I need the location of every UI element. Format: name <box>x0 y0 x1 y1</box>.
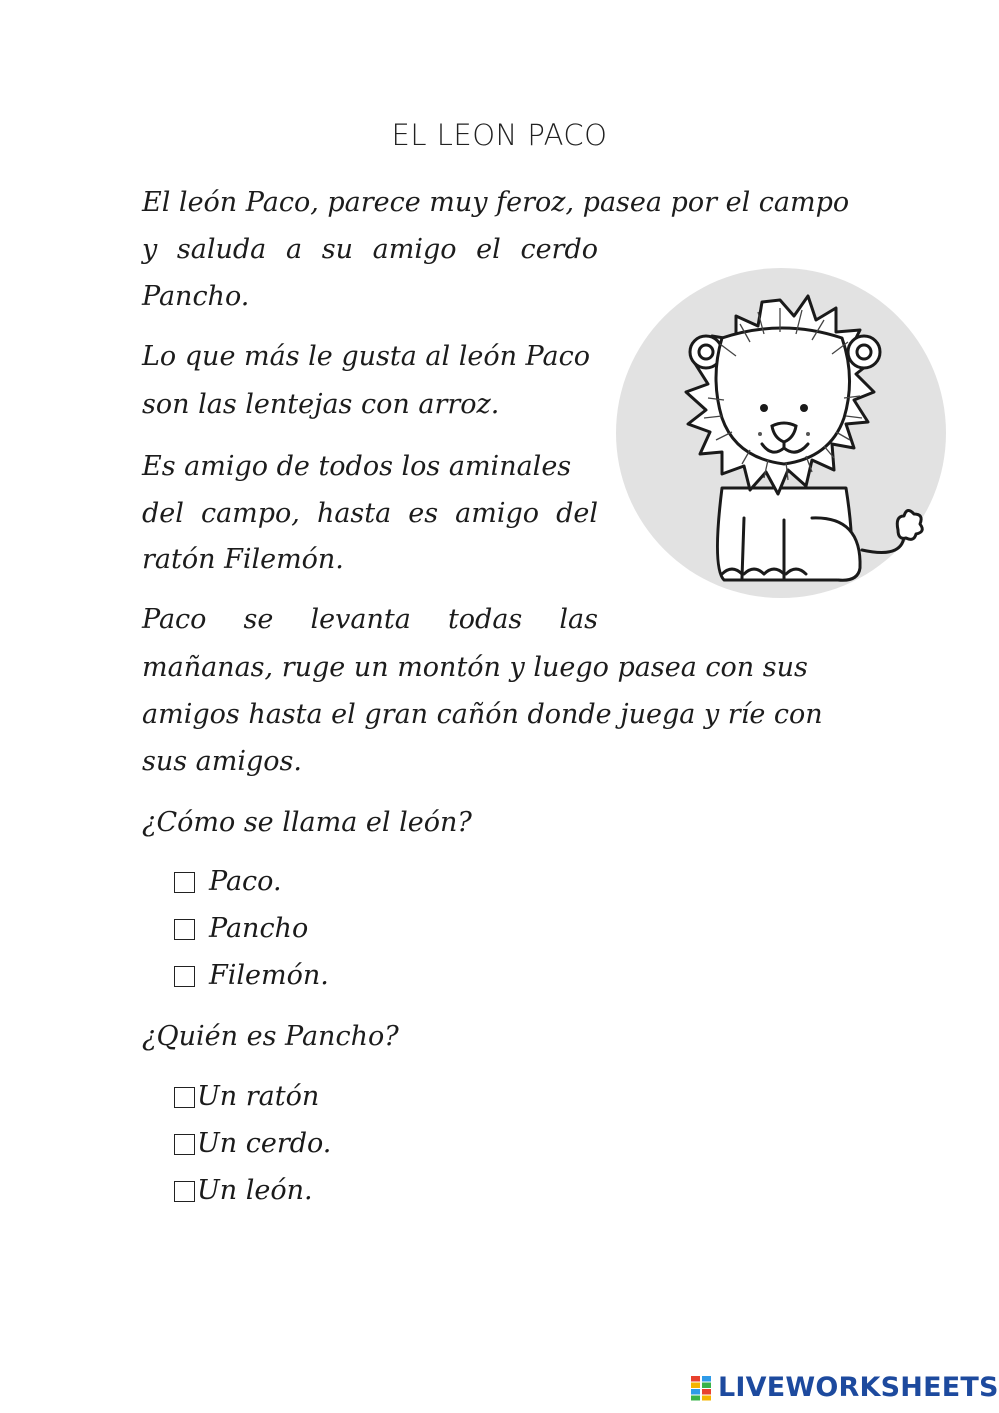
option-un-leon[interactable] <box>174 1174 313 1208</box>
option-pancho[interactable] <box>174 912 308 946</box>
option-paco[interactable] <box>174 865 282 899</box>
story-line: y saluda a su amigo el cerdo <box>142 234 598 265</box>
story-line: Paco se levanta todas las <box>142 604 598 635</box>
story-line: mañanas, ruge un montón y luego pasea con sus <box>142 652 808 683</box>
question-2: ¿Quién es Pancho? <box>142 1021 399 1052</box>
story-line: sus amigos. <box>142 746 302 777</box>
lion-icon <box>612 268 950 598</box>
option-label: Filemón. <box>209 960 329 991</box>
worksheet-title: EL LEON PACO <box>391 118 608 152</box>
checkbox[interactable] <box>174 919 195 940</box>
story-line: Pancho. <box>142 281 250 312</box>
option-label: Un ratón <box>197 1081 320 1112</box>
checkbox[interactable] <box>174 872 195 893</box>
checkbox[interactable] <box>174 1134 195 1155</box>
story-line: Es amigo de todos los aminales <box>142 451 572 482</box>
option-un-cerdo[interactable] <box>174 1127 331 1161</box>
story-line: Lo que más le gusta al león Paco <box>142 341 590 372</box>
liveworksheets-logo-icon <box>690 1375 712 1401</box>
question-1: ¿Cómo se llama el león? <box>142 807 472 838</box>
story-line: son las lentejas con arroz. <box>142 389 500 420</box>
option-label: Paco. <box>209 866 282 897</box>
story-line: El león Paco, parece muy feroz, pasea por el campo <box>142 187 850 218</box>
checkbox[interactable] <box>174 966 195 987</box>
story-line: ratón Filemón. <box>142 544 344 575</box>
option-label: Un león. <box>197 1175 313 1206</box>
checkbox[interactable] <box>174 1087 195 1108</box>
option-filemon[interactable] <box>174 959 329 993</box>
checkbox[interactable] <box>174 1181 195 1202</box>
brand-text: LIVEWORKSHEETS <box>718 1372 999 1403</box>
story-line: del campo, hasta es amigo del <box>142 498 598 529</box>
story-line: amigos hasta el gran cañón donde juega y ríe con <box>142 699 823 730</box>
option-label: Pancho <box>209 913 309 944</box>
option-label: Un cerdo. <box>197 1128 332 1159</box>
liveworksheets-brand[interactable] <box>690 1372 999 1403</box>
option-un-raton[interactable] <box>174 1080 319 1114</box>
